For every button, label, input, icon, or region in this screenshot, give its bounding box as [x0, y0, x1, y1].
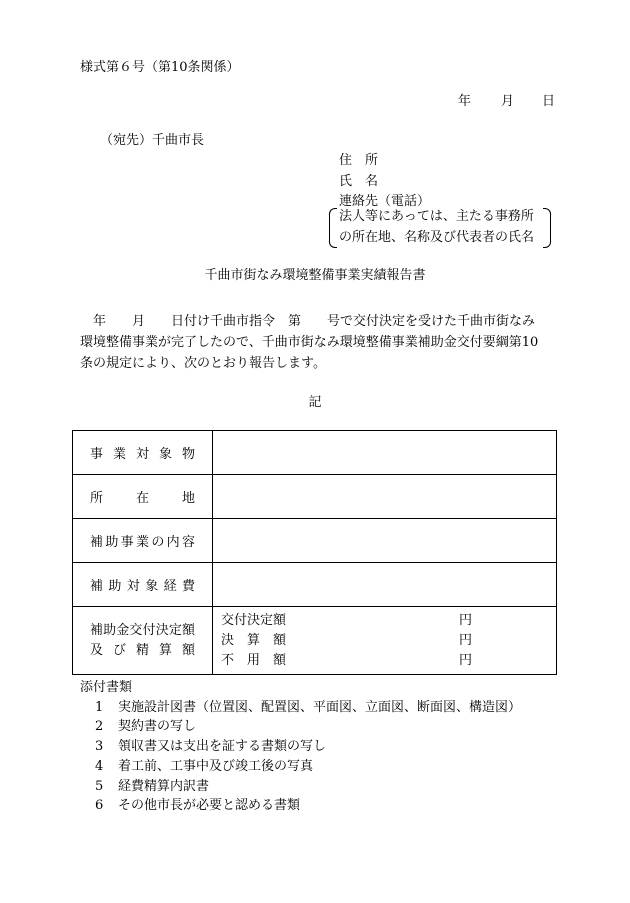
list-item-number: 4 [95, 759, 104, 774]
applicant-name-label: 氏 名 [339, 174, 379, 189]
body-line2: 環境整備事業が完了したので、千曲市街なみ環境整備事業補助金交付要綱第10 [80, 335, 539, 350]
list-item [95, 779, 209, 795]
label-amounts-line1: 補助金交付決定額 [90, 622, 195, 638]
table-row [73, 475, 557, 519]
ki-heading: 記 [308, 395, 322, 410]
label-amounts-line2: 及び精算額 [90, 642, 195, 658]
value-content[interactable] [213, 519, 557, 563]
table-row [73, 563, 557, 607]
yen-unit: 円 [459, 612, 473, 628]
report-table [72, 430, 557, 675]
list-item-number: 3 [95, 739, 104, 754]
body-paragraph [80, 311, 556, 374]
amount-row-decision[interactable] [213, 611, 556, 631]
value-expense[interactable] [213, 563, 557, 607]
label-location: 所在地 [73, 475, 213, 519]
yen-unit: 円 [459, 632, 473, 648]
document-title: 千曲市街なみ環境整備事業実績報告書 [204, 268, 426, 283]
list-item-number: 6 [95, 798, 104, 813]
list-item [95, 798, 300, 814]
value-target[interactable] [213, 431, 557, 475]
yen-unit: 円 [459, 652, 473, 668]
corporate-note-bracket [329, 207, 551, 249]
value-location[interactable] [213, 475, 557, 519]
label-expense: 補助対象経費 [73, 563, 213, 607]
table-row [73, 607, 557, 675]
left-bracket [329, 208, 337, 248]
table-row [73, 519, 557, 563]
date-day: 日 [542, 94, 556, 109]
amount-row-unused[interactable] [213, 651, 556, 671]
list-item-number: 5 [95, 779, 104, 794]
applicant-address-label: 住 所 [339, 153, 379, 168]
list-item-number: 2 [95, 719, 104, 734]
addressee: （宛先）千曲市長 [100, 133, 205, 148]
list-item-text: 経費精算内訳書 [118, 779, 210, 794]
date-line [458, 94, 555, 110]
body-line1: 年 月 日付け千曲市指令 第 号で交付決定を受けた千曲市街なみ [93, 314, 536, 329]
corporate-note-line2: の所在地、名称及び代表者の氏名 [339, 230, 535, 245]
attachments-title: 添付書類 [80, 680, 133, 695]
corporate-note-line1: 法人等にあっては、主たる事務所 [339, 209, 534, 224]
list-item [95, 739, 326, 755]
amount-label: 交付決定額 [221, 612, 287, 628]
body-line3: 条の規定により、次のとおり報告します。 [80, 356, 326, 371]
value-amounts [213, 607, 557, 675]
list-item [95, 700, 521, 716]
amount-label: 不 用 額 [221, 652, 287, 668]
label-amounts [73, 607, 213, 675]
list-item [95, 759, 313, 775]
date-month: 月 [501, 94, 515, 109]
list-item-text: 契約書の写し [118, 719, 197, 734]
list-item-text: 実施設計図書（位置図、配置図、平面図、立面図、断面図、構造図） [118, 700, 522, 715]
amount-row-settlement[interactable] [213, 631, 556, 651]
list-item-text: 領収書又は支出を証する書類の写し [118, 739, 327, 754]
applicant-contact-label: 連絡先（電話） [339, 194, 431, 209]
right-bracket [543, 208, 551, 248]
table-row [73, 431, 557, 475]
label-target: 事業対象物 [73, 431, 213, 475]
list-item [95, 719, 196, 735]
list-item-text: その他市長が必要と認める書類 [118, 798, 301, 813]
label-content: 補助事業の内容 [73, 519, 213, 563]
form-number: 様式第６号（第10条関係） [80, 60, 240, 75]
date-year: 年 [458, 94, 472, 109]
list-item-number: 1 [95, 700, 104, 715]
amount-label: 決 算 額 [221, 632, 287, 648]
list-item-text: 着工前、工事中及び竣工後の写真 [118, 759, 314, 774]
